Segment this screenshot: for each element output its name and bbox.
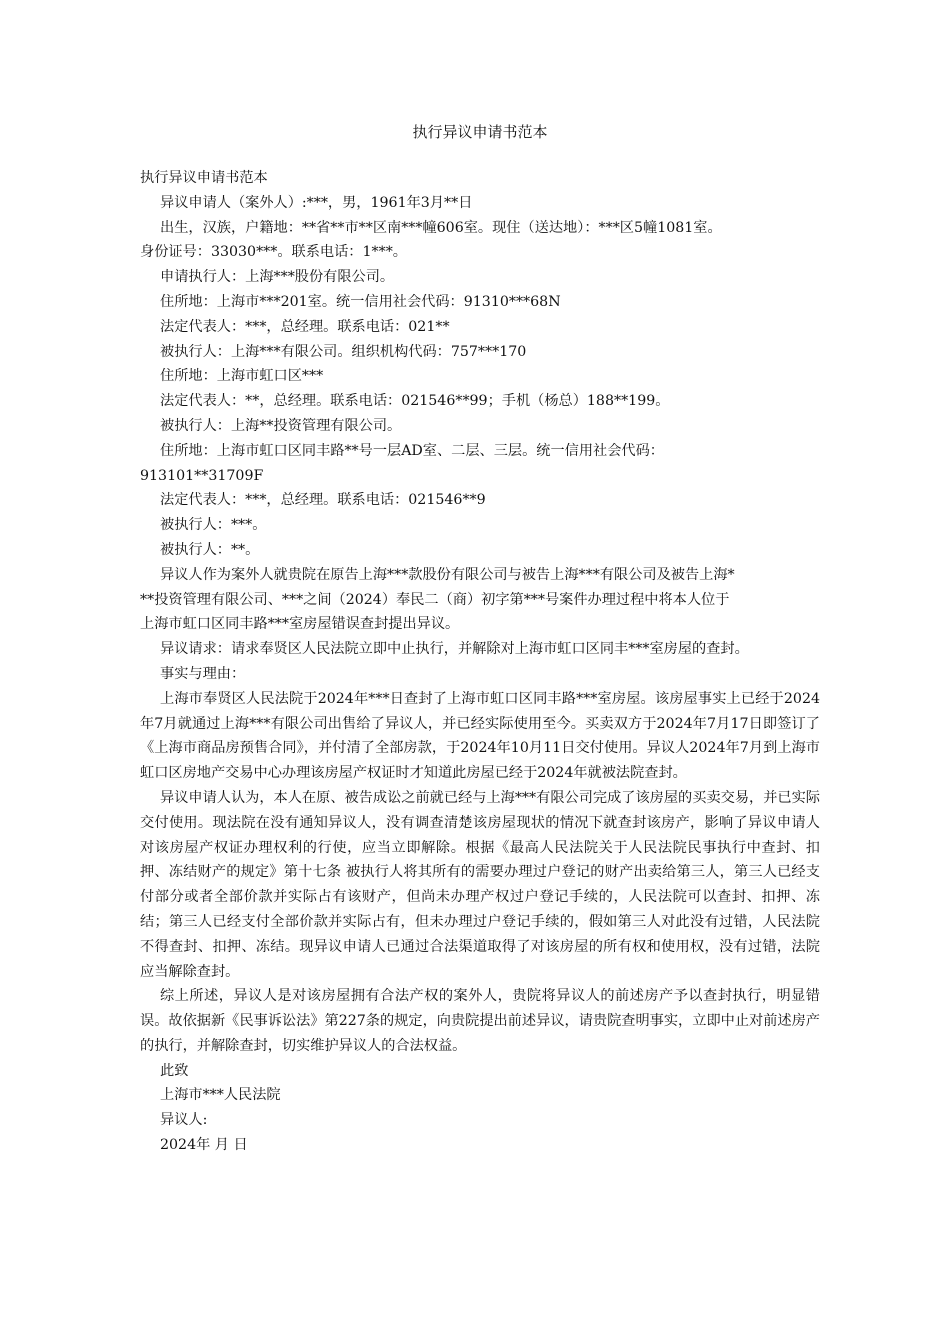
debtor-1-address: 住所地：上海市虹口区*** (160, 368, 324, 385)
debtor-2-representative: 法定代表人：***，总经理。联系电话：021546**9 (160, 492, 486, 509)
applicant-line-3: 身份证号：33030***。联系电话：1***。 (140, 244, 407, 261)
creditor-address: 住所地：上海市***201室。统一信用社会代码：91310***68N (160, 293, 561, 310)
debtor-1-name: 被执行人：上海***有限公司。组织机构代码：757***170 (160, 343, 527, 360)
facts-paragraph: 上海市奉贤区人民法院于2024年***日查封了上海市虹口区同丰路***室房屋。该房屋事实上已经于2024年7月就通过上海***有限公司出售给了异议人，并已经实际使用至今。买卖双方于2024年7月17日即签订了《上海市商品房预售合同》，并付清了全部房款，于2024年10月11日交付使用。异议人2024年7月到上海市虹口区房地产交易中心办理该房屋产权证时才知道此房屋已经于2024年就被法院查封。 (140, 690, 820, 782)
document-page (140, 120, 820, 1158)
reasons-paragraph: 异议申请人认为，本人在原、被告成讼之前就已经与上海***有限公司完成了该房屋的买卖交易，并已实际交付使用。现法院在没有通知异议人，没有调查清楚该房屋现状的情况下就查封该房产，影响了异议申请人对该房屋产权证办理权利的行使，应当立即解除。根据《最高人民法院关于人民法院民事执行中查封、扣押、冻结财产的规定》第十七条 被执行人将其所有的需要办理过户登记的财产出卖给第三人，第三人已经支付部分或者全部价款并实际占有该财产，但尚未办理产权过户登记手续的，人民法院可以查封、扣押、冻结；第三人已经支付全部价款并实际占有，但未办理过户登记手续的，假如第三人对此没有过错，人民法院不得查封、扣押、冻结。现异议申请人已通过合法渠道取得了对该房屋的所有权和使用权，没有过错，法院应当解除查封。 (140, 789, 820, 980)
applicant-line-2: 出生，汉族，户籍地：**省**市**区南***幢606室。现住（送达地）：***区5幢1081室。 (160, 219, 722, 236)
document-date: 2024年 月 日 (160, 1137, 248, 1154)
debtor-4-name: 被执行人：**。 (160, 541, 260, 558)
applicant-line-1: 异议申请人（案外人）:***，男，1961年3月**日 (160, 194, 473, 211)
debtor-2-name: 被执行人：上海**投资管理有限公司。 (160, 417, 402, 434)
conclusion-paragraph: 综上所述，异议人是对该房屋拥有合法产权的案外人，贵院将异议人的前述房产予以查封执行，明显错误。故依据新《民事诉讼法》第227条的规定，向贵院提出前述异议，请贵院查明事实，立即中止对前述房产的执行，并解除查封，切实维护异议人的合法权益。 (140, 988, 820, 1054)
signer-label: 异议人: (160, 1112, 208, 1129)
facts-heading: 事实与理由： (160, 665, 246, 682)
salutation: 此致 (160, 1062, 189, 1079)
intro-line-3: 上海市虹口区同丰路***室房屋错误查封提出异议。 (140, 616, 460, 633)
creditor-name: 申请执行人：上海***股份有限公司。 (160, 269, 395, 286)
intro-line-2: **投资管理有限公司、***之间（2024）奉民二（商）初字第***号案件办理过程中将本人位于 (140, 591, 730, 608)
debtor-2-address: 住所地：上海市虹口区同丰路**号一层AD室、二层、三层。统一信用社会代码： (160, 442, 664, 459)
debtor-1-representative: 法定代表人：**，总经理。联系电话：021546**99；手机（杨总）188**199。 (160, 393, 670, 410)
court-name: 上海市***人民法院 (160, 1087, 281, 1104)
creditor-representative: 法定代表人：***，总经理。联系电话：021** (160, 318, 450, 335)
document-title: 执行异议申请书范本 (412, 123, 548, 141)
document-subtitle: 执行异议申请书范本 (140, 170, 268, 186)
debtor-3-name: 被执行人：***。 (160, 517, 267, 534)
objection-request: 异议请求：请求奉贤区人民法院立即中止执行，并解除对上海市虹口区同丰***室房屋的查封。 (160, 641, 749, 658)
debtor-2-credit-code: 913101**31709F (140, 467, 264, 484)
intro-line-1: 异议人作为案外人就贵院在原告上海***款股份有限公司与被告上海***有限公司及被告上海* (160, 566, 735, 583)
